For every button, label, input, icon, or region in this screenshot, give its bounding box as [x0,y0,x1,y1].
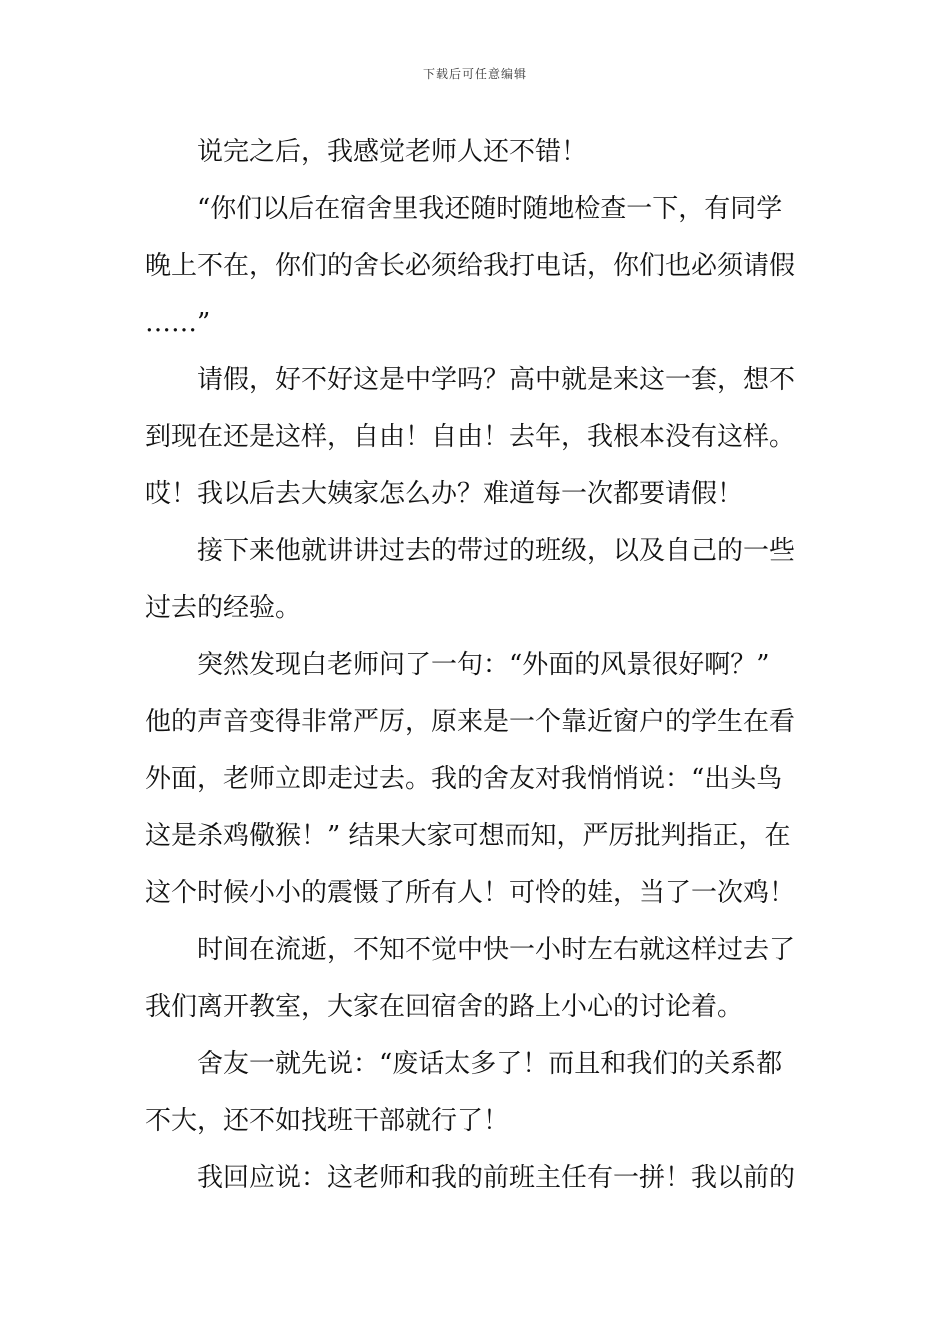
text-line: 时间在流逝，不知不觉中快一小时左右就这样过去了 [197,935,796,965]
text-line: 接下来他就讲讲过去的带过的班级，以及自己的一些 [197,536,796,566]
paragraph [145,124,810,181]
paragraph [145,352,810,523]
paragraph [145,1036,810,1150]
text-line: “你们以后在宿舍里我还随时随地检查一下，有同学 [197,194,783,224]
paragraph [145,637,810,922]
text-line: 不大，还不如找班干部就行了！ [145,1106,510,1136]
text-line: 哎！我以后去大姨家怎么办？难道每一次都要请假！ [145,479,744,509]
paragraph [145,922,810,1036]
text-line: 我回应说：这老师和我的前班主任有一拼！我以前的 [197,1163,796,1193]
paragraph [145,181,810,352]
text-line: 晚上不在，你们的舍长必须给我打电话，你们也必须请假 [145,251,796,281]
document-body [145,124,810,1207]
text-line: 过去的经验。 [145,593,302,623]
text-line: 外面，老师立即走过去。我的舍友对我悄悄说：“出头鸟 [145,764,783,794]
text-line: ……” [145,308,211,338]
page-header: 下载后可任意编辑 [422,67,527,81]
text-line: 他的声音变得非常严厉，原来是一个靠近窗户的学生在看 [145,707,796,737]
text-line: 请假，好不好这是中学吗？高中就是来这一套，想不 [197,365,796,395]
paragraph [145,1150,810,1207]
paragraph [145,523,810,637]
text-line: 这个时候小小的震慑了所有人！可怜的娃，当了一次鸡！ [145,878,796,908]
text-line: 这是杀鸡儆猴！” 结果大家可想而知，严厉批判指正，在 [145,821,791,851]
text-line: 说完之后，我感觉老师人还不错！ [197,137,588,167]
text-line: 到现在还是这样，自由！自由！去年，我根本没有这样。 [145,422,796,452]
text-line: 我们离开教室，大家在回宿舍的路上小心的讨论着。 [145,992,744,1022]
text-line: 突然发现白老师问了一句：“外面的风景很好啊？” [197,650,770,680]
text-line: 舍友一就先说：“废话太多了！而且和我们的关系都 [197,1049,783,1079]
